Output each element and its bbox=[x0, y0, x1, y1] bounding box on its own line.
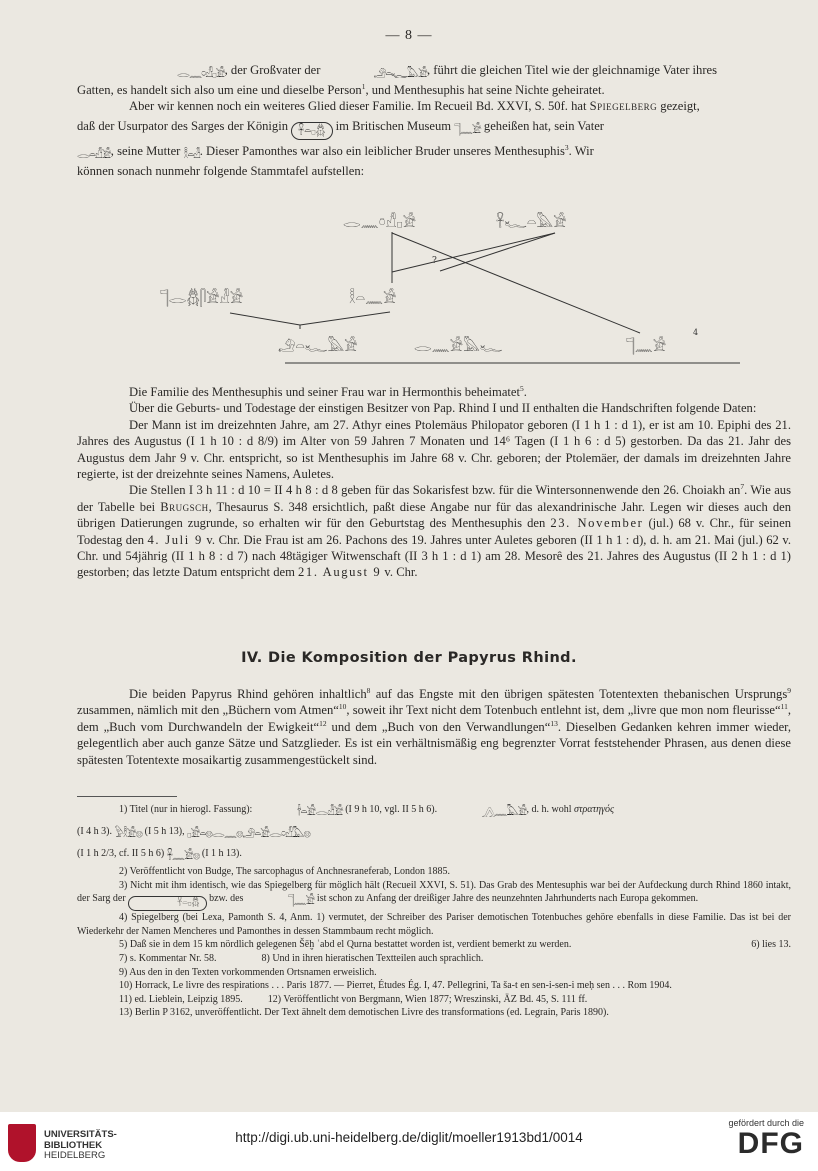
text-run: . Dieser Pamonthes war also ein leiblicher Bruder unseres Menthesuphis bbox=[199, 143, 565, 158]
footnote-ref: 8 bbox=[366, 685, 371, 695]
footnote-9: 9) Aus den in den Texten vorkommenden Ortsnamen erweislich. bbox=[119, 966, 377, 978]
emphasized-date: 4. Juli 9 bbox=[147, 532, 203, 547]
tree-line bbox=[392, 312, 440, 337]
text-run: gezeigt, bbox=[657, 99, 700, 114]
cartouche-icon: 𓋹𓏏𓊪𓆣 bbox=[291, 122, 332, 140]
text-run: , seine Mutter bbox=[110, 143, 184, 158]
paragraph-7 bbox=[77, 686, 791, 768]
footnotes bbox=[77, 803, 791, 1020]
text-run: Die Familie des Menthesuphis und seiner Frau war in Hermonthis beheimatet bbox=[129, 385, 521, 399]
footnote-ref: 3 bbox=[564, 142, 569, 152]
author-name: Spiegelberg bbox=[589, 99, 658, 114]
text-run: (jul.) 68 v. Chr., für seinen Todestag den bbox=[77, 516, 791, 547]
hieroglyph-name-icon: 𓎛𓏏𓁐 bbox=[183, 147, 200, 161]
text-run: , Thesaurus S. 348 ersichtlich, paßt diese Angabe nur für das alexandrinische Jahr. Legen wir dieses auch den übrigen Datierungen zugrunde, so erhalten wir für den Geburtstag des Menthesuphis den bbox=[77, 499, 792, 531]
text-run: . Wie aus der Tabelle bei bbox=[77, 483, 792, 514]
svg-text:𓄂𓏏𓆑𓅓𓀀: 𓄂𓏏𓆑𓅓𓀀 bbox=[278, 337, 358, 355]
paragraph-5: Der Mann ist im dreizehnten Jahre, am 27. Athyr eines Ptolemäus Philopator geboren (I 1 h 1 : d 1), er ist am 10. Epiphi des 21. Jahres des Augustus (I 1 h 10 : d 8/9) im Alter von 59 Jahren 7 Monaten und 14⁶ Tagen (I 1 h 6 : d 5) gestorben. Da das 21. Jahr des Augustus dem Jahr 9 v. Chr. entspricht, so ist Menthesuphis im Jahre 68 v. Chr. geboren; der Ptolemäer, der damals im dreizehnten Jahre regierte, ist der dreizehnte seines Namens, Auletes. bbox=[77, 417, 791, 482]
tree-node-grandfather bbox=[343, 211, 416, 231]
footnote-rule bbox=[77, 796, 177, 797]
footnote-7-8 bbox=[77, 952, 791, 966]
tree-question-mark: ? bbox=[432, 256, 437, 266]
text-run: 1) Titel (nur in hierogl. Fassung): bbox=[119, 804, 253, 815]
footnote-11-12 bbox=[77, 993, 791, 1007]
text-run: im Britischen Museum bbox=[332, 118, 455, 133]
text-run: (I 4 h 3). bbox=[77, 826, 112, 837]
source-url-link[interactable]: http://digi.ub.uni-heidelberg.de/diglit/moeller1913bd1/0014 bbox=[235, 1130, 583, 1145]
greek-word: στρατηγός bbox=[574, 804, 615, 815]
text-run: Gatten, es handelt sich also um eine und dieselbe Person bbox=[77, 83, 362, 97]
hieroglyph-name-icon: 𓂋𓈖𓏌𓀭𓊪𓀀 bbox=[177, 67, 225, 80]
dfg-logo[interactable] bbox=[694, 1118, 804, 1160]
text-run: daß der Usurpator des Sarges der Königin bbox=[77, 118, 292, 133]
footnote-ref: 13 bbox=[550, 718, 558, 728]
text-run: . Wir bbox=[568, 143, 594, 158]
paragraph-4: Über die Geburts- und Todestage der einstigen Besitzer von Pap. Rhind I und II enthalten die Handschriften folgende Daten: bbox=[129, 401, 757, 416]
text-run: und dem „Buch von den Verwandlungen“ bbox=[326, 719, 551, 734]
hieroglyph-name-icon: 𓄂𓏏𓆑𓅓𓀀 bbox=[373, 67, 427, 80]
footnote-1-cont bbox=[77, 825, 791, 843]
paragraph-6 bbox=[77, 482, 791, 580]
svg-text:𓋹𓆑𓏏𓅓𓀀: 𓋹𓆑𓏏𓅓𓀀 bbox=[496, 213, 567, 231]
svg-text:𓎛𓏏𓈖𓀀: 𓎛𓏏𓈖𓀀 bbox=[349, 289, 397, 307]
footnote-1 bbox=[77, 803, 791, 821]
footnote-ref: 1 bbox=[361, 81, 366, 91]
svg-text:𓊹𓂋𓆣𓋴𓀀𓁐𓀀: 𓊹𓂋𓆣𓋴𓀀𓁐𓀀 bbox=[160, 289, 244, 307]
text-run: (I 5 h 13), bbox=[144, 826, 185, 837]
footnote-3 bbox=[77, 879, 791, 912]
tree-line bbox=[230, 313, 300, 325]
text-run: (I 9 h 10, vgl. II 5 h 6). bbox=[345, 804, 438, 815]
svg-text:𓊹𓈖𓀀: 𓊹𓈖𓀀 bbox=[626, 337, 667, 355]
footnote-10: 10) Horrack, Le livre des respirations . . . Paris 1877. — Pierret, Études Ég. I, 47. Pellegrini, Ta ša-t en sen-i-sen-i meḥ sen . . . Rom 1904. bbox=[119, 980, 672, 992]
hieroglyph-title-icon: 𓅱𓎛𓀀𓊖 bbox=[114, 827, 143, 840]
footnote-ref: 10 bbox=[338, 702, 347, 712]
tree-line bbox=[392, 233, 640, 333]
family-tree-diagram bbox=[0, 205, 818, 375]
tree-node-wife bbox=[414, 335, 502, 355]
footnote-4: 4) Spiegelberg (bei Lexa, Pamonth S. 4, Anm. 1) vermutet, der Schreiber des Pariser demotischen Totenbuches gehöre ebenfalls in diese Familie. Das ist bei der Wiederkehr der Namen Mencheres und Pamonthes in dessen Stammbaum recht möglich. bbox=[77, 912, 791, 937]
text-run: . Dieselben Gedanken kehren immer wieder, gelegentlich aber auch ganze Sätze und Satzglieder. Es ist ein verhältnismäßig eng begrenzter Vorrat feststehender Phrasen, aus denen diese spätesten Totentexte mosaikartig zusammengestückelt sind. bbox=[77, 719, 792, 767]
text-run: (I 1 h 2/3, cf. II 5 h 6) bbox=[77, 848, 165, 859]
text-run: , dem „Buch vom Durchwandeln der Ewigkeit“ bbox=[77, 703, 791, 734]
text-run: , und Menthesuphis hat seine Nichte geheiratet. bbox=[365, 83, 605, 97]
text-run: bzw. des bbox=[209, 893, 244, 905]
hieroglyph-name-icon: 𓂋𓏏𓀭𓀀 bbox=[77, 147, 111, 161]
text-line: können sonach nunmehr folgende Stammtafel aufstellen: bbox=[77, 163, 365, 178]
text-run: , der Großvater der bbox=[224, 63, 324, 77]
dfg-wordmark: DFG bbox=[737, 1127, 804, 1160]
text-run: . bbox=[523, 385, 527, 399]
text-run: ist schon zu Anfang der dreißiger Jahre des neunzehnten Jahrhunderts nach Europa gekommen. bbox=[316, 893, 699, 905]
hieroglyph-title-icon: 𓋹𓈖𓀀𓊖 bbox=[166, 849, 200, 862]
footnote-5-6 bbox=[77, 938, 791, 952]
tree-line bbox=[440, 233, 555, 271]
footnote-1-cont2 bbox=[77, 847, 791, 865]
text-run: v. Chr. Die Frau ist am 26. Pachons des 19. Jahres unter Auletes geboren (II 1 h 1 : d), d. h. am 21. Mai (jul.) 62 v. Chr. und 54jährig (II 1 h 8 : d 7) nach 48tägiger Witwenschaft (II 3 h 1 : d 1) am 28. Mesorê des 21. Jahres des Augustus (II 2 h 1 : d 1) gestorben; das letzte Datum entspricht dem bbox=[77, 532, 791, 580]
tree-node-mother bbox=[349, 287, 397, 307]
footer-bar bbox=[0, 1112, 818, 1171]
emphasized-date: 23. November bbox=[550, 516, 644, 531]
text-run: auf das Engste mit den übrigen spätesten Totentexten thebanischen Ursprungs bbox=[370, 687, 788, 701]
svg-text:𓂋𓈖𓏌𓀭𓊪𓀀: 𓂋𓈖𓏌𓀭𓊪𓀀 bbox=[343, 213, 417, 231]
tree-line bbox=[300, 312, 390, 325]
text-run: v. Chr. bbox=[381, 565, 418, 580]
hieroglyph-name-icon: 𓊹𓈖𓀀 bbox=[287, 894, 315, 908]
text-run: 12) Veröffentlicht von Bergmann, Wien 1877; Wreszinski, ÄZ Bd. 45, S. 111 ff. bbox=[267, 993, 588, 1005]
library-name-line: UNIVERSITÄTS- bbox=[44, 1129, 117, 1140]
emphasized-date: 21. August 9 bbox=[298, 565, 382, 580]
footnote-2: 2) Veröffentlicht von Budge, The sarcophagus of Anchnesraneferab, London 1885. bbox=[119, 866, 451, 877]
footnote-ref: 12 bbox=[319, 718, 327, 728]
text-run: 11) ed. Lieblein, Leipzig 1895. bbox=[119, 993, 243, 1005]
author-name: Brugsch bbox=[160, 499, 209, 514]
hieroglyph-title-icon: 𓂻𓈖𓅓𓀀 bbox=[481, 805, 527, 818]
text-run: 7) s. Kommentar Nr. 58. bbox=[119, 952, 217, 964]
tree-node-menthesuphis bbox=[278, 335, 358, 355]
page-number: — 8 — bbox=[385, 28, 433, 43]
text-run: geheißen hat, sein Vater bbox=[480, 118, 604, 133]
text-run: zusammen, nämlich mit den „Büchern vom Atmen“ bbox=[77, 703, 339, 718]
hieroglyph-name-icon: 𓊹𓈖𓀀 bbox=[454, 122, 481, 136]
text-run: Die beiden Papyrus Rhind gehören inhaltlich bbox=[129, 687, 367, 701]
footnote-6: 6) lies 13. bbox=[751, 939, 791, 951]
footnote-ref: 5 bbox=[520, 383, 524, 393]
text-run: 5) Daß sie in dem 15 km nördlich gelegenen Šēḫ ʿabd el Qurna bestattet worden ist, verdient bemerkt zu werden. bbox=[119, 939, 572, 951]
body-text-block bbox=[77, 384, 791, 581]
text-run: , soweit ihr Text nicht dem Totenbuch entlehnt ist, dem „livre que mon nom fleurisse“ bbox=[346, 703, 781, 718]
funding-label: gefördert durch die bbox=[728, 1118, 804, 1128]
svg-text:𓂋𓈖𓀀𓅓𓆑: 𓂋𓈖𓀀𓅓𓆑 bbox=[414, 337, 503, 355]
text-run: , d. h. wohl bbox=[526, 804, 572, 815]
text-run: 8) Und in ihren hieratischen Textteilen auch sprachlich. bbox=[261, 952, 484, 964]
cartouche-icon: 𓋹𓏏𓊪𓆣 bbox=[128, 896, 206, 911]
tree-node-father bbox=[160, 287, 243, 307]
text-run: Aber wir kennen noch ein weiteres Glied dieser Familie. Im Recueil Bd. XXVI, S. 50f. hat bbox=[129, 99, 590, 114]
text-run: , führt die gleichen Titel wie der gleichnamige Vater ihres bbox=[426, 63, 718, 77]
paragraph-1 bbox=[77, 62, 791, 179]
text-run: Die Stellen I 3 h 11 : d 10 = II 4 h 8 : d 8 geben für das Sokarisfest bzw. für die Wintersonnenwende den 26. Choiakh an bbox=[129, 483, 741, 498]
footnote-ref: 9 bbox=[787, 685, 791, 695]
footnote-13: 13) Berlin P 3162, unveröffentlicht. Der Text ähnelt dem demotischen Livre des transformations (ed. Legrain, Paris 1890). bbox=[119, 1007, 609, 1019]
footnote-ref: 11 bbox=[780, 702, 788, 712]
library-name-line: HEIDELBERG bbox=[44, 1150, 106, 1161]
hieroglyph-title-icon: 𓊪𓀀𓏏𓊖𓂋𓈖𓊖𓄂𓏏𓀀𓂋𓏌𓀭𓅓𓊖 bbox=[187, 827, 310, 840]
tree-node-pamonthes bbox=[626, 335, 666, 355]
tree-note-mark: 4 bbox=[693, 328, 699, 337]
tree-node-grandmother bbox=[496, 211, 567, 231]
text-run: 3) Nicht mit ihm identisch, wie das Spiegelberg für möglich hält (Recueil XXVI, S. 51). Das Grab des Mentesuphis war bei der Aufdeckung durch Rhind 1860 intakt, der Sarg der bbox=[77, 879, 791, 905]
hieroglyph-title-icon: 𓌂𓏏𓀀𓂋𓁐𓀀 bbox=[296, 805, 343, 818]
footnote-ref: 7 bbox=[740, 482, 745, 492]
section-heading: IV. Die Komposition der Papyrus Rhind. bbox=[241, 650, 577, 666]
library-name-line: BIBLIOTHEK bbox=[44, 1139, 103, 1151]
text-run: (I 1 h 13). bbox=[201, 848, 242, 859]
